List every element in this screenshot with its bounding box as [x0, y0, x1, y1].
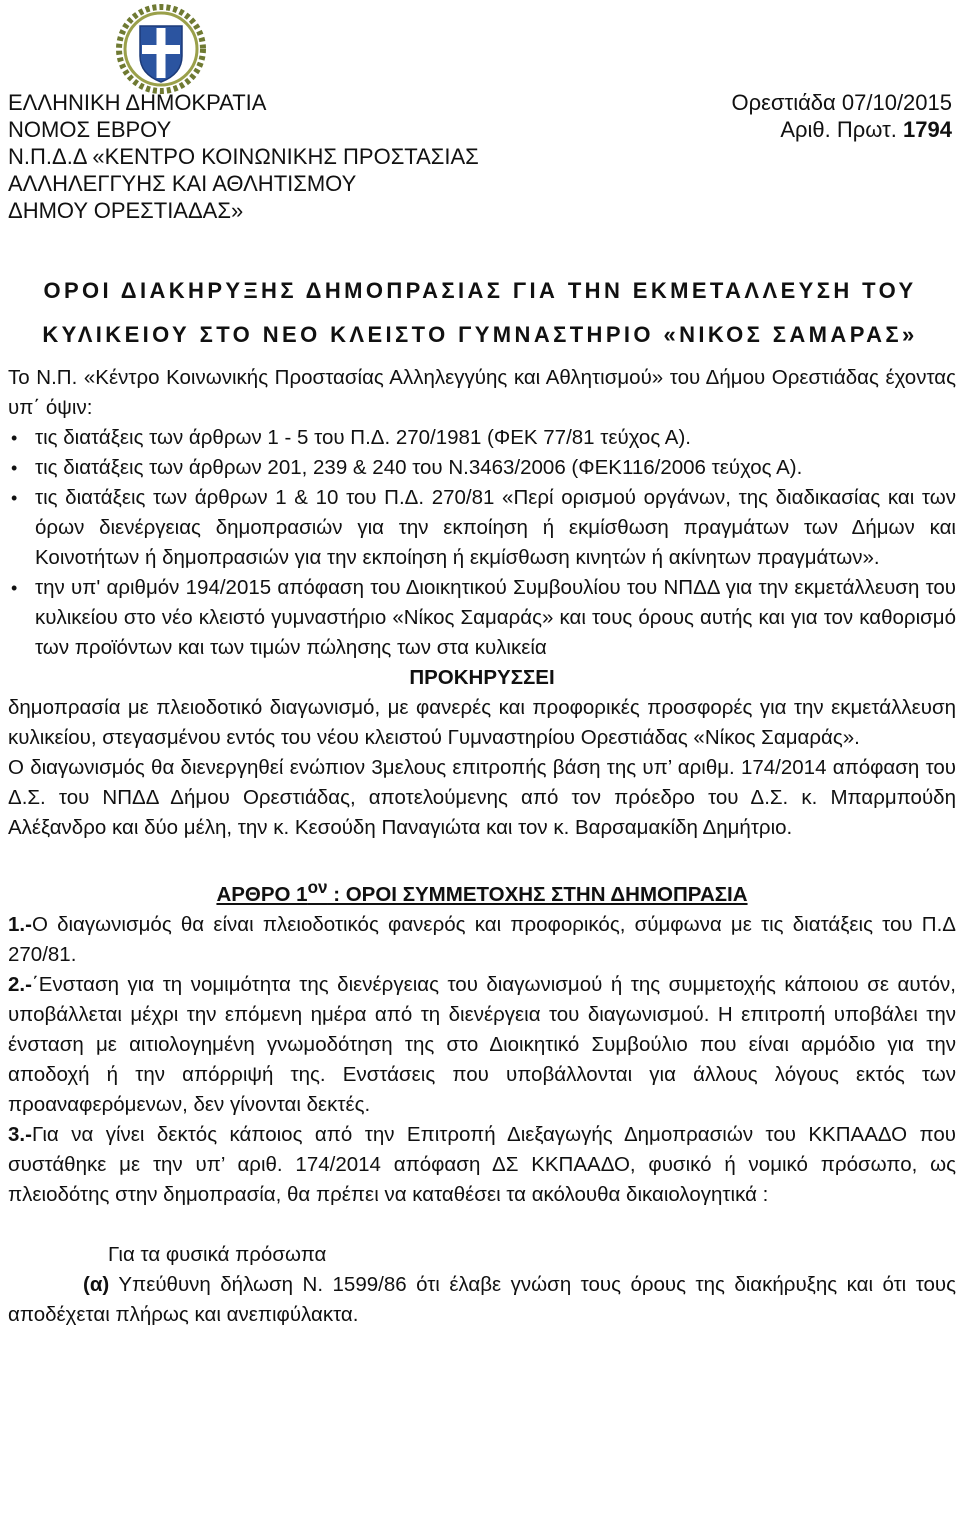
article-1-title-post: : ΟΡΟΙ ΣΥΜΜΕΤΟΧΗΣ ΣΤΗΝ ΔΗΜΟΠΡΑΣΙΑ: [327, 882, 748, 906]
proclaims-heading: ΠΡΟΚΗΡΥΣΣΕΙ: [409, 666, 555, 689]
item-text: Ο διαγωνισμός θα είναι πλειοδοτικός φανερός και προφορικός, σύμφωνα με τις διατάξεις του Π.Δ 270/81.: [8, 912, 956, 966]
letterhead: [8, 89, 952, 224]
item-label: (α): [83, 1272, 110, 1296]
organization-line-3: ΔΗΜΟΥ ΟΡΕΣΤΙΑΔΑΣ»: [8, 198, 244, 223]
list-item: • τις διατάξεις των άρθρων 1 & 10 του Π.Δ. 270/81 «Περί ορισμού οργάνων, της διαδικασίας και των όρων διενέργειας δημοπρασιών για την εκποίηση ή εκμίσθωση πραγμάτων των Δήμων και Κοινοτήτων ή δημοπρασιών για την εκποίηση ή εκμίσθωση κινητών ή ακίνητων πραγμάτων».: [8, 483, 956, 573]
intro-paragraph: Το Ν.Π. «Κέντρο Κοινωνικής Προστασίας Αλληλεγγύης και Αθλητισμού» του Δήμου Ορεστιάδας έχοντας υπ΄ όψιν:: [8, 366, 956, 419]
auction-paragraph: δημοπρασία με πλειοδοτικό διαγωνισμό, με φανερές και προφορικές προσφορές για την εκμετάλλευση κυλικείου, στεγασμένου εντός του νέου κλειστού Γυμναστηρίου Ορεστιάδας «Νίκος Σαμαράς».: [8, 696, 956, 749]
considerations-list: [8, 423, 956, 663]
protocol-number: [780, 116, 952, 143]
protocol-value: 1794: [903, 117, 952, 142]
committee-paragraph: Ο διαγωνισμός θα διενεργηθεί ενώπιον 3μελους επιτροπής βάση της υπ’ αριθμ. 174/2014 απόφαση του Δ.Σ. του ΝΠΔΔ Δήμου Ορεστιάδας, αποτελούμενης από τον πρόεδρο του Δ.Σ. κ. Μπαρμπούδη Αλέξανδρο και δύο μέλη, την κ. Κεσούδη Παναγιώτα και τον κ. Βαρσαμακίδη Δημήτριο.: [8, 756, 956, 839]
document-title-line-2: ΚΥΛΙΚΕΙΟΥ ΣΤΟ ΝΕΟ ΚΛΕΙΣΤΟ ΓΥΜΝΑΣΤΗΡΙΟ «ΝΙΚΟΣ ΣΑΜΑΡΑΣ»: [42, 322, 918, 347]
article-1-item-1: [8, 910, 956, 970]
article-1-title: [8, 873, 956, 910]
greek-coat-of-arms-emblem-icon: [116, 4, 206, 94]
item-number: 1.-: [8, 912, 32, 936]
item-number: 3.-: [8, 1122, 32, 1146]
organization-line-2: ΑΛΛΗΛΕΓΓΥΗΣ ΚΑΙ ΑΘΛΗΤΙΣΜΟΥ: [8, 171, 357, 196]
article-1-item-2: [8, 970, 956, 1120]
list-item: • την υπ' αριθμόν 194/2015 απόφαση του Διοικητικού Συμβουλίου του ΝΠΔΔ για την εκμετάλλευση του κυλικείου στο νέο κλειστό γυμναστήριο «Νίκος Σαμαράς» και τους όρους αυτής και για τον καθορισμό των προϊόντων και των τιμών πώλησης των στα κυλικεία: [8, 573, 956, 663]
organization-line-1: Ν.Π.Δ.Δ «ΚΕΝΤΡΟ ΚΟΙΝΩΝΙΚΗΣ ΠΡΟΣΤΑΣΙΑΣ: [8, 144, 479, 169]
natural-persons-item: [8, 1270, 956, 1330]
list-item: • τις διατάξεις των άρθρων 201, 239 & 240 του Ν.3463/2006 (ΦΕΚ116/2006 τεύχος Α).: [8, 453, 956, 483]
article-1-title-sup: ον: [307, 878, 328, 897]
document-date: Ορεστιάδα 07/10/2015: [731, 90, 952, 115]
item-text: Υπεύθυνη δήλωση Ν. 1599/86 ότι έλαβε γνώση τους όρους της διακήρυξης και ότι τους αποδέχεται πλήρως και ανεπιφύλακτα.: [8, 1272, 956, 1326]
document-title-line-1: ΟΡΟΙ ΔΙΑΚΗΡΥΞΗΣ ΔΗΜΟΠΡΑΣΙΑΣ ΓΙΑ ΤΗΝ ΕΚΜΕΤΑΛΛΕΥΣΗ ΤΟΥ: [43, 278, 917, 303]
item-number: 2.-: [8, 972, 32, 996]
prefecture-name: ΝΟΜΟΣ ΕΒΡΟΥ: [8, 117, 172, 142]
item-text: Για να γίνει δεκτός κάποιος από την Επιτροπή Διεξαγωγής Δημοπρασιών του ΚΚΠΑΑΔΟ που συστάθηκε με την υπ’ αριθ. 174/2014 απόφαση ΔΣ ΚΚΠΑΑΔΟ, φυσικό ή νομικό πρόσωπο, ως πλειοδότης στην δημοπρασία, θα πρέπει να καταθέσει τα ακόλουθα δικαιολογητικά :: [8, 1122, 956, 1206]
protocol-label: Αριθ. Πρωτ.: [780, 117, 897, 142]
document-body: [8, 363, 956, 1330]
article-1-item-3: [8, 1120, 956, 1210]
natural-persons-heading: Για τα φυσικά πρόσωπα: [108, 1242, 327, 1266]
article-1-title-pre: ΑΡΘΡΟ 1: [216, 882, 308, 906]
header-row-1: [8, 89, 952, 116]
header-row-2: [8, 116, 952, 143]
item-text: ΄Ενσταση για τη νομιμότητα της διενέργειας του διαγωνισμού ή της συμμετοχής κάποιου σε αυτόν, υποβάλλεται μέχρι την επόμενη ημέρα από τη διενέργεια του διαγωνισμού. Η επιτροπή υποβάλει την ένσταση με αιτιολογημένη γνωμοδότηση της στο Διοικητικό Συμβούλιο που είναι αρμόδιο για την αποδοχή ή την απόρριψή της. Ενστάσεις που υποβάλλονται για άλλους λόγους εκτός των προαναφερόμενων, δεν γίνονται δεκτές.: [8, 972, 956, 1116]
country-name: ΕΛΛΗΝΙΚΗ ΔΗΜΟΚΡΑΤΙΑ: [8, 90, 267, 115]
list-item: • τις διατάξεις των άρθρων 1 - 5 του Π.Δ. 270/1981 (ΦΕΚ 77/81 τεύχος Α).: [8, 423, 956, 453]
